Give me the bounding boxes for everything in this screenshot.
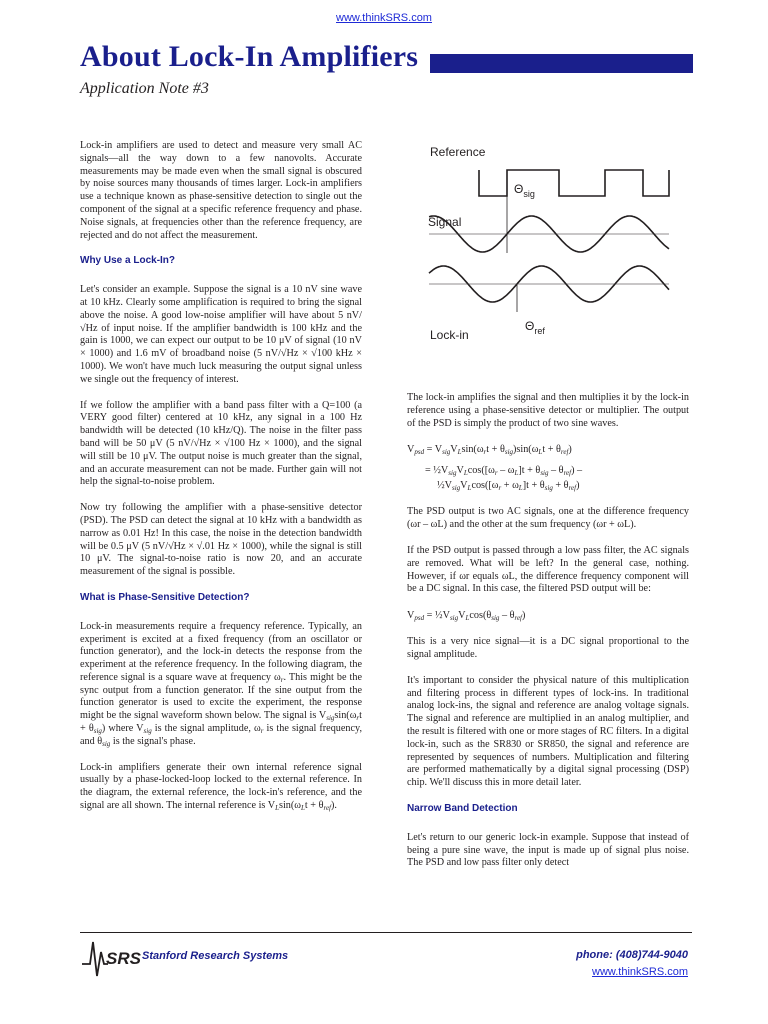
logo-text: SRS [106, 949, 141, 968]
paragraph: Now try following the amplifier with a phase-sensitive detector (PSD). The PSD can detect the signal at 10 kHz with a bandwidth as narrow as 0.01 Hz! In this case, the noise in the detection bandwidth will be 0.5 μV (5 nV/√Hz × √.01 Hz × 1000), while the signal is still 10 μV. The signal-to-noise ratio is now 20, and an accurate measurement of the signal is possible. [80, 502, 362, 578]
paragraph: Let's consider an example. Suppose the signal is a 10 nV sine wave at 10 kHz. Clearly some amplification is required to bring the signal above the noise. A good low-noise amplifier will have about 5 nV/√Hz of input noise. If the amplifier bandwidth is 100 kHz and the gain is 1000, we can expect our output to be 10 μV of signal (10 nV × 1000) and 1.6 mV of broadband noise (5 nV/√Hz × √100 kHz × 1000). We won't have much luck measuring the output signal unless we single out the frequency of interest. [80, 284, 362, 385]
equation-psd-expansion-2: $\frac{1}{2}V_{sig}V_L\cos([\omega_r + \omega_L]t + \theta_{sig} + \theta_{ref})$ [437, 480, 580, 493]
section-heading-psd: What is Phase-Sensitive Detection? [80, 591, 250, 603]
footer-phone: phone: (408)744-9040 [576, 949, 688, 961]
paragraph: The PSD output is two AC signals, one at the difference frequency (ωr – ωL) and the other at the sum frequency (ωr + ωL). [407, 506, 689, 531]
paragraph: Lock-in measurements require a frequency reference. Typically, an experiment is excited at a fixed frequency (from an oscillator or function generator), and the lock-in detects the response from the experiment at the reference frequency. In the following diagram, the reference signal is a square wave at frequency $\omega_r$. This might be the sync output from a function generator. If the sine output from the function generator is used to excite the experiment, the response might be the signal waveform shown below. The signal is $V_{sig}\sin(\omega_rt + \theta_{sig})$ where $V_{sig}$ is the signal amplitude, $\omega_r$ is the signal frequency, and $\theta_{sig}$ is the signal's phase. [80, 620, 362, 748]
footer-company-name: Stanford Research Systems [142, 950, 289, 962]
title-decor-bar [430, 54, 693, 73]
srs-logo [80, 938, 142, 978]
intro-paragraph: Lock-in amplifiers are used to detect and measure very small AC signals—all the way down to a few nanovolts. Accurate measurements may be made even when the small signal is obscured by noise sources many thousands of times larger. Lock-in amplifiers use a technique known as phase-sensitive detection to single out the component of the signal at a specific reference frequency and phase. Noise signals, at frequencies other than the reference frequency, are rejected and do not affect the measurement. [80, 140, 362, 241]
lockin-label: Lock-in [430, 328, 469, 342]
footer-divider [80, 932, 692, 933]
left-column [80, 140, 362, 826]
equation-psd-expansion-1: = $\frac{1}{2}V_{sig}V_L\cos([\omega_r - \omega_L]t + \theta_{sig} - \theta_{ref})$ – [425, 465, 583, 478]
page-subtitle: Application Note #3 [80, 80, 209, 97]
paragraph: If the PSD output is passed through a low pass filter, the AC signals are removed. What will be left? In the general case, nothing. However, if ωr equals ωL, the difference frequency component will be a DC signal. In this case, the filtered PSD output will be: [407, 544, 689, 595]
equation-filtered-psd: $V_{psd}$ = $\frac{1}{2}V_{sig}V_L\cos(\theta_{sig} - \theta_{ref})$ [407, 610, 526, 623]
reference-label: Reference [430, 145, 486, 159]
reference-square-wave [479, 170, 669, 196]
footer-url-link[interactable]: www.thinkSRS.com [592, 966, 688, 978]
section-heading-why-lockin: Why Use a Lock-In? [80, 255, 176, 267]
theta-ref-label: $\Theta_{ref}$ [525, 319, 545, 336]
paragraph: It's important to consider the physical nature of this multiplication and filtering process in different types of lock-ins. In traditional analog lock-ins, the signal and reference are analog voltage signals. The signal and reference are multiplied in an analog multiplier, and the result is filtered with one or more stages of RC filters. In a digital lock-in, such as the SR830 or SR850, the signal and reference are represented by sequences of numbers. Multiplication and filtering are performed mathematically by a digital signal processing (DSP) chip. We'll discuss this in more detail later. [407, 674, 689, 789]
theta-sig-label: $\Theta_{sig}$ [514, 182, 535, 199]
section-heading-narrow-band: Narrow Band Detection [407, 802, 518, 814]
logo-pulse-icon [82, 942, 108, 976]
page-title: About Lock-In Amplifiers [80, 40, 419, 73]
paragraph: The lock-in amplifies the signal and then multiplies it by the lock-in reference using a phase-sensitive detector or multiplier. The output of the PSD is simply the product of two sine waves. [407, 392, 689, 429]
waveform-diagram [407, 140, 697, 350]
right-column [407, 392, 689, 883]
signal-label: Signal [428, 215, 462, 229]
paragraph: Lock-in amplifiers generate their own internal reference signal usually by a phase-locked-loop locked to the external reference. In the diagram, the external reference, the lock-in's reference, and the signal are all shown. The internal reference is $V_L\sin(\omega_Lt + \theta_{ref})$. [80, 761, 362, 813]
equation-psd-product: $V_{psd} = V_{sig}V_L\sin(\omega_rt + \theta_{sig})\sin(\omega_Lt + \theta_{ref})$ [407, 444, 572, 457]
paragraph: This is a very nice signal—it is a DC signal proportional to the signal amplitude. [407, 636, 689, 660]
paragraph: Let's return to our generic lock-in example. Suppose that instead of being a pure sine wave, the input is made up of signal plus noise. The PSD and low pass filter only detect [407, 831, 689, 869]
header-url-link[interactable]: www.thinkSRS.com [336, 12, 432, 24]
paragraph: If we follow the amplifier with a band pass filter with a Q=100 (a VERY good filter) centered at 10 kHz, any signal in a 100 Hz bandwidth will be detected (10 kHz/Q). The noise in the filter pass band will be 50 μV (5 nV/√Hz × √100 Hz × 1000), and the signal will still be 10 μV. The output noise is much greater than the signal, and an accurate measurement can not be made. Further gain will not help the signal-to-noise problem. [80, 399, 362, 488]
